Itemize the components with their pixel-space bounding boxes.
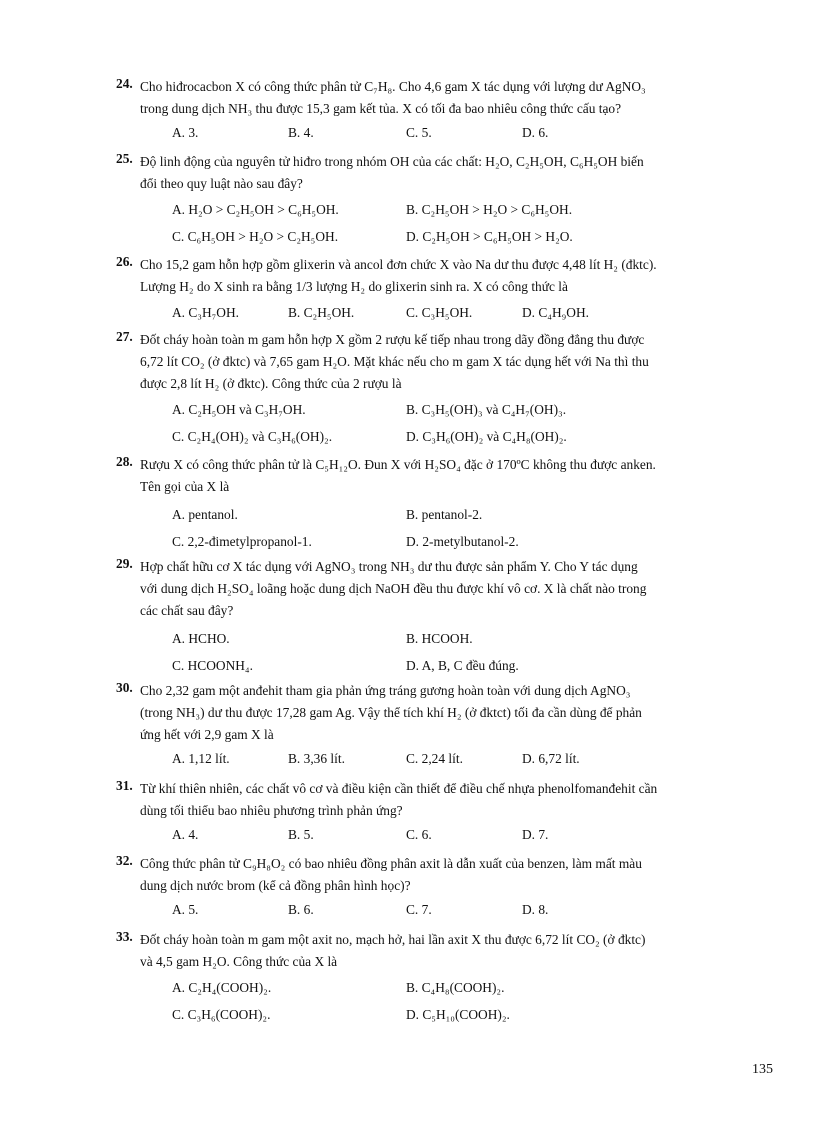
option-d: D. 2-metylbutanol-2. (406, 534, 519, 549)
option-b: B. HCOOH. (406, 631, 473, 646)
question-stem: Hợp chất hữu cơ X tác dụng với AgNO₃ trong NH₃ dư thu được sản phẩm Y. Cho Y tác dụng với dung dịch H₂SO₄ loãng hoặc dung dịch NaOH đều thu được khí vô cơ. X là chất nào trong các chất sau đây? (140, 559, 647, 618)
option-c: C. C₂H₄(OH)₂ và C₃H₆(OH)₂. (172, 429, 333, 444)
option-c: C. 7. (406, 902, 432, 917)
question-32 (116, 853, 776, 922)
question-number: 28. (116, 454, 133, 469)
options-row (172, 823, 776, 847)
question-29 (116, 556, 776, 678)
question-stem: Cho 2,32 gam một anđehit tham gia phản ứng tráng gương hoàn toàn với dung dịch AgNO₃ (trong NH₃) dư thu được 17,28 gam Ag. Vậy thể tích khí H₂ (ở đktct) tối đa cần dùng để phản ứng hết với 2,9 gam X là (140, 683, 642, 742)
option-c: C. C₃H₆(COOH)₂. (172, 1007, 271, 1022)
option-c: C. C₆H₅OH > H₂O > C₂H₅OH. (172, 229, 339, 244)
option-b: B. C₃H₅(OH)₃ và C₄H₇(OH)₃. (406, 402, 567, 417)
question-number: 30. (116, 680, 133, 695)
question-stem: Cho 15,2 gam hỗn hợp gồm glixerin và ancol đơn chức X vào Na dư thu được 4,48 lít H₂ (đktc). Lượng H₂ do X sinh ra bằng 1/3 lượng H₂ do glixerin sinh ra. X có công thức là (140, 257, 657, 294)
question-28 (116, 454, 776, 554)
options-row (172, 627, 776, 651)
option-c: C. 5. (406, 125, 432, 140)
option-a: A. 5. (172, 902, 199, 917)
question-25 (116, 151, 776, 249)
option-d: D. C₅H₁₀(COOH)₂. (406, 1007, 510, 1022)
question-26 (116, 254, 776, 325)
options-row (172, 530, 776, 554)
option-b: B. C₂H₅OH. (288, 305, 355, 320)
question-number: 25. (116, 151, 133, 166)
question-24 (116, 76, 776, 145)
option-b: B. 5. (288, 827, 314, 842)
option-b: B. 4. (288, 125, 314, 140)
option-c: C. C₃H₅OH. (406, 305, 473, 320)
option-b: B. C₄H₈(COOH)₂. (406, 980, 505, 995)
question-number: 27. (116, 329, 133, 344)
option-d: D. A, B, C đều đúng. (406, 658, 519, 673)
option-a: A. 4. (172, 827, 199, 842)
option-d: D. 7. (522, 827, 549, 842)
option-b: B. pentanol-2. (406, 507, 483, 522)
question-number: 32. (116, 853, 133, 868)
option-c: C. 2,2-đimetylpropanol-1. (172, 534, 312, 549)
options-row (172, 198, 776, 222)
question-27 (116, 329, 776, 449)
options-row (172, 301, 776, 325)
question-30 (116, 680, 776, 771)
option-c: C. 6. (406, 827, 432, 842)
options-row (172, 398, 776, 422)
options-row (172, 225, 776, 249)
question-stem: Từ khí thiên nhiên, các chất vô cơ và điều kiện cần thiết để điều chế nhựa phenolfomanđehit cần dùng tối thiểu bao nhiêu phương trình phản ứng? (140, 781, 658, 818)
page-number: 135 (752, 1062, 773, 1077)
question-number: 24. (116, 76, 133, 91)
option-a: A. C₂H₄(COOH)₂. (172, 980, 272, 995)
question-number: 29. (116, 556, 133, 571)
option-a: A. 3. (172, 125, 199, 140)
options-row (172, 654, 776, 678)
option-a: A. pentanol. (172, 507, 238, 522)
option-d: D. C₃H₆(OH)₂ và C₄H₈(OH)₂. (406, 429, 567, 444)
question-stem: Đốt cháy hoàn toàn m gam một axit no, mạch hở, hai lần axit X thu được 6,72 lít CO₂ (ở đktc) và 4,5 gam H₂O. Công thức của X là (140, 932, 646, 969)
question-33 (116, 929, 776, 1027)
option-a: A. C₂H₅OH và C₃H₇OH. (172, 402, 306, 417)
option-d: D. 6. (522, 125, 549, 140)
option-b: B. C₂H₅OH > H₂O > C₆H₅OH. (406, 202, 573, 217)
option-c: C. HCOONH₄. (172, 658, 253, 673)
options-row (172, 121, 776, 145)
question-stem: Cho hiđrocacbon X có công thức phân tử C₇H₈. Cho 4,6 gam X tác dụng với lượng dư AgNO₃ trong dung dịch NH₃ thu được 15,3 gam kết tủa. X có tối đa bao nhiêu công thức cấu tạo? (140, 79, 646, 116)
option-b: B. 6. (288, 902, 314, 917)
option-a: A. 1,12 lít. (172, 751, 230, 766)
options-row (172, 976, 776, 1000)
question-31 (116, 778, 776, 847)
option-c: C. 2,24 lít. (406, 751, 463, 766)
options-row (172, 747, 776, 771)
option-a: A. HCHO. (172, 631, 230, 646)
option-a: A. C₃H₇OH. (172, 305, 239, 320)
options-row (172, 425, 776, 449)
question-stem: Đốt cháy hoàn toàn m gam hỗn hợp X gồm 2 rượu kế tiếp nhau trong dãy đồng đẳng thu được 6,72 lít CO₂ (ở đktc) và 7,65 gam H₂O. Mặt khác nếu cho m gam X tác dụng hết với Na thì thu được 2,8 lít H₂ (ở đktc). Công thức của 2 rượu là (140, 332, 649, 391)
option-d: D. 8. (522, 902, 549, 917)
options-row (172, 898, 776, 922)
option-d: D. C₄H₉OH. (522, 305, 589, 320)
option-d: D. C₂H₅OH > C₆H₅OH > H₂O. (406, 229, 573, 244)
option-a: A. H₂O > C₂H₅OH > C₆H₅OH. (172, 202, 339, 217)
option-d: D. 6,72 lít. (522, 751, 580, 766)
question-stem: Rượu X có công thức phân tử là C₅H₁₂O. Đun X với H₂SO₄ đặc ở 170ºC không thu được anken. Tên gọi của X là (140, 457, 656, 494)
option-b: B. 3,36 lít. (288, 751, 345, 766)
question-stem: Độ linh động của nguyên tử hiđro trong nhóm OH của các chất: H₂O, C₂H₅OH, C₆H₅OH biến đổi theo quy luật nào sau đây? (140, 154, 644, 191)
question-number: 33. (116, 929, 133, 944)
question-number: 31. (116, 778, 133, 793)
options-row (172, 503, 776, 527)
options-row (172, 1003, 776, 1027)
question-stem: Công thức phân tử C₉H₈O₂ có bao nhiêu đồng phân axit là dẫn xuất của benzen, làm mất màu dung dịch nước brom (kể cả đồng phân hình học)? (140, 856, 642, 893)
question-number: 26. (116, 254, 133, 269)
